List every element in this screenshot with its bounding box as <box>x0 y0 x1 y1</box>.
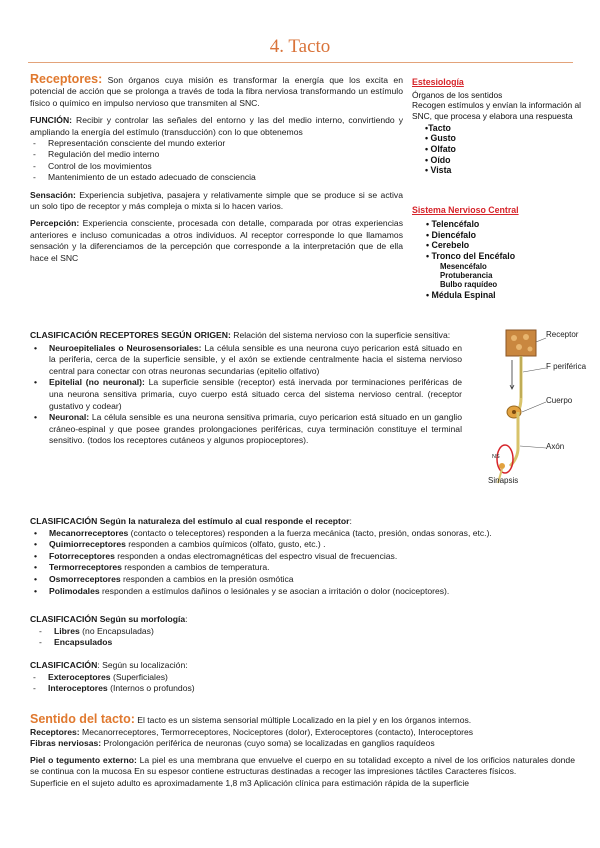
list-item <box>30 551 575 563</box>
leader-line <box>523 368 546 372</box>
list-item <box>36 626 575 638</box>
estimulo-desc: (contacto o teleceptores) responden a la fuerza mecánica (tacto, presión, ondas sonoras, etc.). <box>128 527 492 538</box>
receptor-cell <box>511 335 517 341</box>
sensacion-text: Experiencia subjetiva, pasajera y relativamente simple que se produce si se activa un solo tipo de receptor y más compleja o mixta si lo hacen varios. <box>30 189 403 212</box>
estimulo-desc: responden a cambios en la presión osmótica <box>120 573 294 584</box>
sentido-paragraph <box>30 714 575 727</box>
snc-list <box>412 219 590 261</box>
receptores-intro: Son órganos cuya misión es transformar la energía que los excita en potencial de acción que se prolonga a través de toda la fibra nerviosa transformando un estímulo físico o químico en impulso nervioso que transmiten al SNC. <box>30 75 403 108</box>
estimulo-label: CLASIFICACIÓN Según la naturaleza del estímulo al cual responde el receptor <box>30 516 350 526</box>
list-item: • Oído <box>425 154 451 165</box>
origen-term: Neuronal: <box>49 412 90 423</box>
snc-subitem: Bulbo raquídeo <box>440 280 498 290</box>
list-item <box>30 586 575 598</box>
estimulo-term: Mecanorreceptores <box>49 527 129 538</box>
sentido-receptores-text: Mecanorreceptores, Termorreceptores, Nociceptores (dolor), Exteroceptores (contacto), Interoceptores <box>79 726 474 737</box>
sentidos-list <box>412 123 590 176</box>
label-cuerpo: Cuerpo <box>546 396 573 405</box>
page-title: 4. Tacto <box>269 36 331 57</box>
estimulo-term: Termorreceptores <box>49 562 122 573</box>
funcion-text: Recibir y controlar las señales del entorno y las del medio interno, convirtiendo y ampliando la energía del estímulo (transducción) con lo que obtenemos <box>30 115 403 137</box>
list-item: • Telencéfalo <box>426 219 480 230</box>
origen-desc: La célula sensible es una neurona cuyo pericarion está situado en la periferia, cerca de la superficie sensible, y el axón se extiende centralmente hacia el sistema nervioso central para conectar con otras neuronas secundarias (epitelio olfativo) <box>49 342 462 376</box>
origen-desc: La superficie sensible (receptor) está inervada por terminaciones periféricas de una neurona sensitiva primaria, cuyo cuerpo está situado cerca del sistema nervioso central. (receptor gustativo y codear) <box>49 377 462 411</box>
list-item <box>30 672 575 684</box>
list-item <box>30 343 462 378</box>
list-item: •Tacto <box>425 122 451 133</box>
label-receptor: Receptor <box>546 330 579 339</box>
sentido-heading: Sentido del tacto: <box>30 712 135 726</box>
snc-heading: Sistema Nervioso Central <box>412 205 519 215</box>
morfologia-term: Libres <box>54 625 80 636</box>
estesiologia-heading: Estesiología <box>412 77 464 87</box>
estimulo-heading <box>30 516 575 528</box>
localizacion-term: Exteroceptores <box>48 671 111 682</box>
neuron-illustration <box>488 328 588 488</box>
label-axon: Axón <box>546 442 565 451</box>
sentido-fibras-label: Fibras nerviosas: <box>30 738 102 748</box>
list-item: - Control de los movimientos <box>30 161 403 172</box>
localizacion-list <box>30 672 575 695</box>
percepcion-label: Percepción: <box>30 218 80 229</box>
estimulo-term: Osmorreceptores <box>49 573 121 584</box>
estimulo-desc: responden a cambios químicos (olfato, gusto, etc.) . <box>125 539 326 550</box>
localizacion-term: Interoceptores <box>48 683 108 694</box>
estimulo-list <box>30 528 575 598</box>
label-ns: NS <box>492 454 500 460</box>
list-item: • Diencéfalo <box>426 229 477 240</box>
percepcion-text: Experiencia consciente, procesada con detalle, comparada por otras experiencias anteriores e incluso comunicadas a otros individuos. Al receptor corresponde lo que llamamos sensación y la diferenciamos de la percepción que corresponde a la interpretación que de ella hace el SNC <box>30 218 403 263</box>
origen-list <box>30 343 462 447</box>
leader-line <box>520 446 546 448</box>
label-sinapsis: Sinapsis <box>488 476 519 485</box>
funcion-paragraph <box>30 115 403 138</box>
estimulo-section <box>30 516 575 597</box>
receptor-tissue <box>506 330 536 356</box>
sentido-receptores <box>30 727 575 739</box>
estimulo-desc: responden a ondas electromagnéticas del espectro visual de frecuencias. <box>114 550 398 561</box>
list-item <box>30 412 462 447</box>
morfologia-section <box>30 614 575 649</box>
receptores-section <box>30 74 403 264</box>
origen-label: CLASIFICACIÓN RECEPTORES SEGÚN ORIGEN: <box>30 330 231 340</box>
list-item <box>36 637 575 649</box>
estimulo-desc: responden a cambios de temperatura. <box>121 562 270 573</box>
estimulo-term: Fotorreceptores <box>49 550 115 561</box>
funcion-label: FUNCIÓN: <box>30 115 73 126</box>
localizacion-section <box>30 660 575 695</box>
localizacion-desc: (Internos o profundos) <box>107 683 195 694</box>
origen-desc: La célula sensible es una neurona sensitiva primaria, cuyo pericarion está situado en un ganglio cráneo-espinal y que posee grandes prolongaciones periféricas, cuya terminación constituye el terminal sensitivo. (todos los receptores cutáneos y algunos propioceptores). <box>49 412 462 446</box>
sentido-superficie: Superficie en el sujeto adulto es aproximadamente 1,8 m3 Aplicación clínica para estimación rápida de la superficie <box>30 777 470 788</box>
sensacion-label: Sensación: <box>30 189 76 200</box>
list-item <box>30 539 575 551</box>
localizacion-text: : Según su localización: <box>97 660 188 670</box>
estimulo-term: Polimodales <box>49 585 100 596</box>
snc-box <box>412 205 590 300</box>
snc-subitem: Mesencéfalo <box>440 261 487 271</box>
title-divider <box>28 62 573 63</box>
list-item <box>30 574 575 586</box>
estimulo-desc: responden a estímulos dañinos o lesiónales y se asocian a irritación o dolor (nociceptores). <box>99 585 450 596</box>
sentido-fibras <box>30 738 575 750</box>
sentido-fibras-text: Prolongación periférica de neuronas (cuyo soma) se localizadas en ganglios raquídeos <box>101 738 435 748</box>
snc-subitem: Protuberancia <box>440 270 493 280</box>
origen-text: Relación del sistema nervioso con la superficie sensitiva: <box>230 330 451 340</box>
receptores-heading: Receptores: <box>30 72 103 86</box>
localizacion-desc: (Superficiales) <box>110 671 168 682</box>
morfologia-label: CLASIFICACIÓN Según su morfología <box>30 614 186 624</box>
axon <box>510 412 518 466</box>
list-item: - Regulación del medio interno <box>30 149 403 160</box>
label-f-periferica: F periférica <box>546 362 587 371</box>
list-item: • Cerebelo <box>426 240 470 251</box>
sentido-piel <box>30 755 575 778</box>
nucleus <box>512 410 516 414</box>
list-item: • Médula Espinal <box>426 289 496 300</box>
receptores-paragraph <box>30 74 403 109</box>
sentido-text: El tacto es un sistema sensorial múltiple Localizado en la piel y en los órganos internos. <box>134 715 472 725</box>
estesiologia-line1: Órganos de los sentidos <box>412 90 503 101</box>
sentido-receptores-label: Receptores: <box>30 726 80 737</box>
list-item: • Tronco del Encéfalo <box>426 250 516 261</box>
list-item: • Vista <box>425 165 452 176</box>
sentido-piel-label: Piel o tegumento externo: <box>30 754 137 765</box>
list-item: • Olfato <box>425 144 456 154</box>
list-item: • Gusto <box>425 133 456 144</box>
morfologia-desc: (no Encapsuladas) <box>79 625 154 636</box>
sentido-section <box>30 714 575 789</box>
morfologia-list <box>30 626 575 649</box>
receptor-cell <box>516 344 522 350</box>
neuron-figure <box>488 328 588 488</box>
estimulo-term: Quimiorreceptores <box>49 539 126 550</box>
morfologia-colon: : <box>185 614 188 624</box>
estimulo-colon: : <box>349 516 352 526</box>
origen-term: Epitelial (no neuronal): <box>49 377 145 388</box>
percepcion-paragraph <box>30 218 403 264</box>
list-item <box>30 377 462 412</box>
funcion-list <box>30 138 403 184</box>
leader-line <box>522 402 546 412</box>
localizacion-heading <box>30 660 575 672</box>
sensacion-paragraph <box>30 190 403 213</box>
receptor-cell <box>523 334 529 340</box>
localizacion-label: CLASIFICACIÓN <box>30 660 98 670</box>
list-item: - Mantenimiento de un estado adecuado de consciencia <box>30 172 403 183</box>
leader-line <box>536 338 546 342</box>
estesiologia-line2: Recogen estímulos y envían la información al SNC, que procesa y elabora una respuesta <box>412 100 581 121</box>
peripheral-fiber <box>518 356 521 412</box>
morfologia-heading <box>30 614 575 626</box>
list-item: - Representación consciente del mundo exterior <box>30 138 403 149</box>
sentido-piel-text: La piel es una membrana que envuelve el cuerpo en su totalidad excepto a nivel de los orificios naturales donde se continua con la mucosa En su espesor contiene estructuras destinadas a recoger las impresiones táctiles Caracteres físicos. <box>30 754 575 776</box>
origen-term: Neuroepiteliales o Neurosensoriales: <box>49 342 202 353</box>
snc-list-last <box>412 290 590 301</box>
list-item <box>30 683 575 695</box>
list-item <box>30 562 575 574</box>
list-item <box>30 528 575 540</box>
estesiologia-box <box>412 77 590 176</box>
receptor-cell <box>528 347 533 352</box>
morfologia-term: Encapsulados <box>54 637 113 648</box>
synapse-neuron <box>499 463 505 469</box>
